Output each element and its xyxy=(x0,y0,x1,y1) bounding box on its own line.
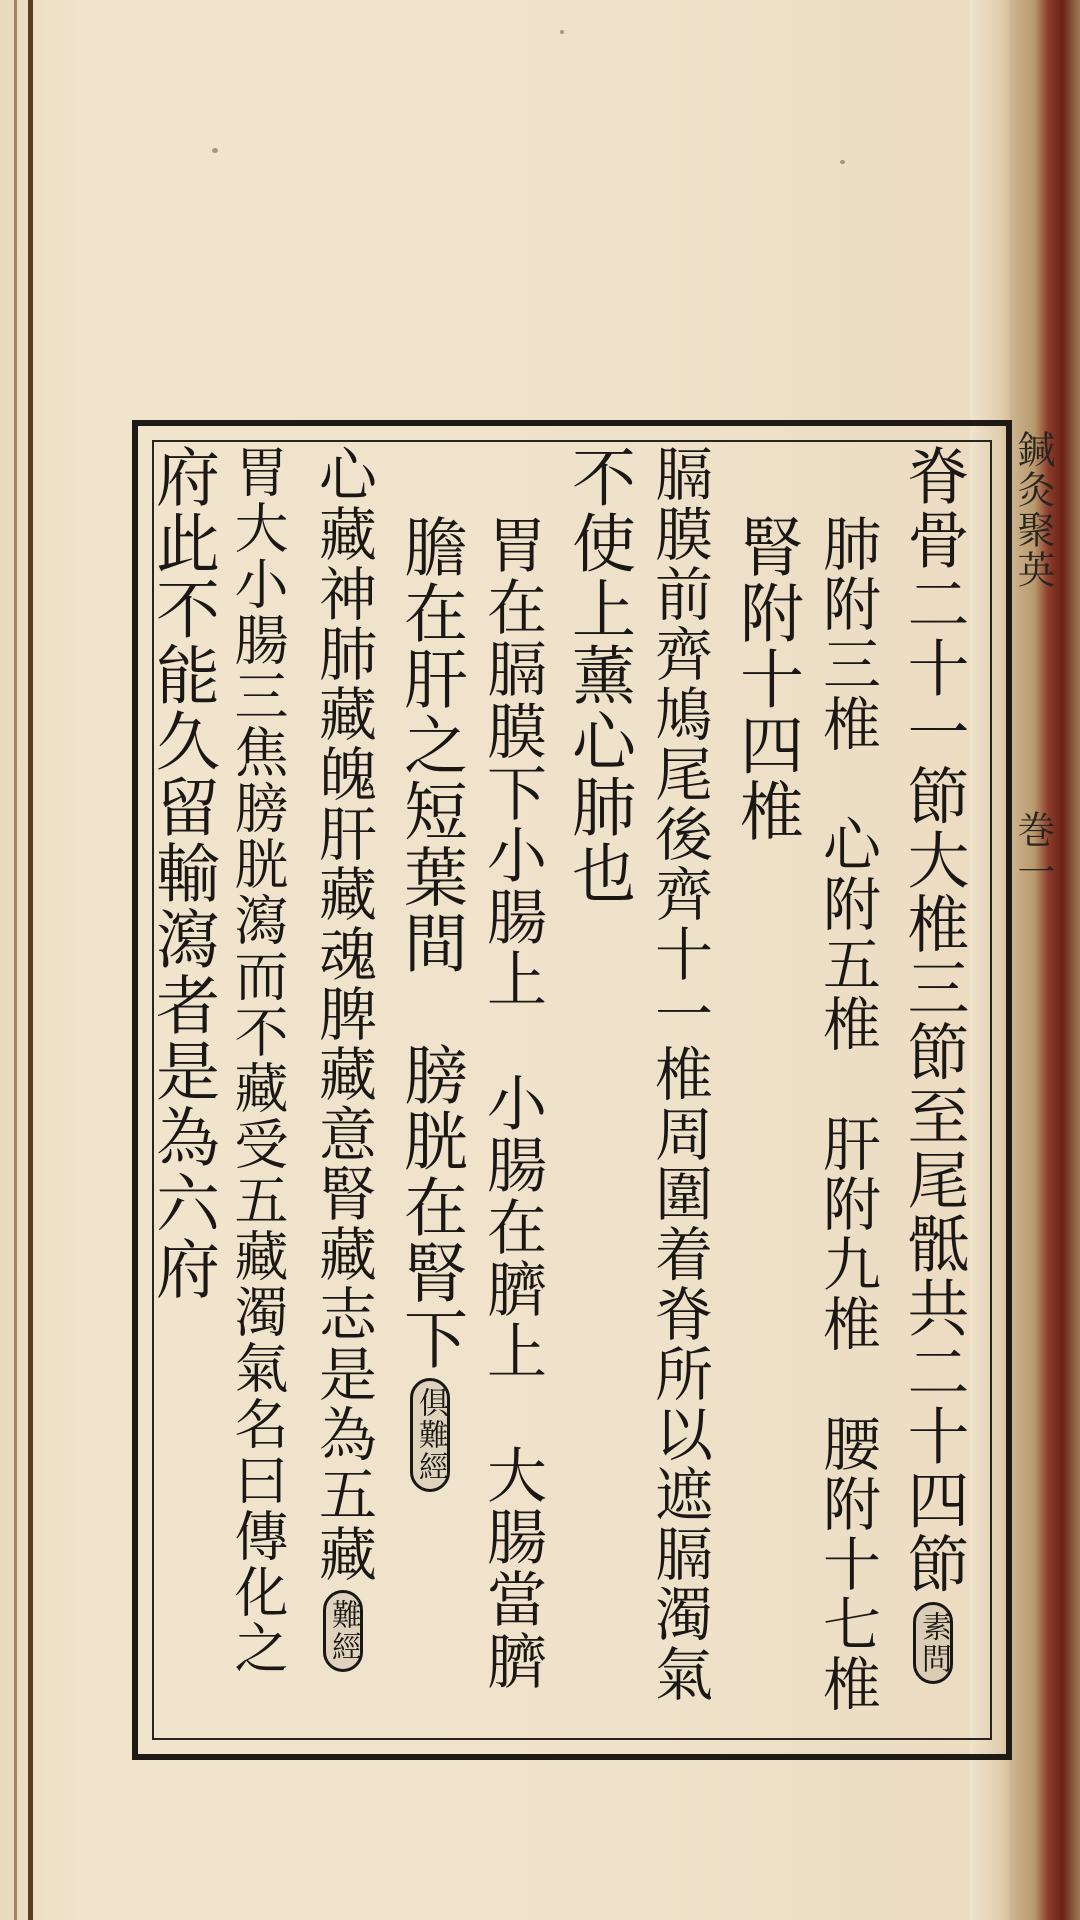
text-column-5 xyxy=(561,444,635,906)
column-text: 脊骨二十一節大椎三節至尾骶共二十四節 xyxy=(897,444,970,1596)
column-text: 心藏神肺藏魄肝藏魂脾藏意腎藏志是為五藏 xyxy=(309,444,377,1584)
text-column-4 xyxy=(645,444,713,1704)
text-column-6 xyxy=(477,514,547,1692)
text-column-1 xyxy=(897,444,970,1690)
left-leaf-edge-dark xyxy=(28,0,33,1920)
column-text: 腎附十四椎 xyxy=(729,514,803,844)
text-column-9 xyxy=(226,444,289,1676)
column-text: 不使上薰心肺也 xyxy=(561,444,635,906)
text-column-7 xyxy=(393,514,467,1498)
text-column-3 xyxy=(729,514,803,844)
text-column-2 xyxy=(813,514,881,1714)
text-column-10 xyxy=(145,444,219,1302)
left-leaf-edge xyxy=(14,0,17,1920)
paper-speck xyxy=(840,160,845,164)
paper-speck xyxy=(560,30,564,34)
source-seal: 難經 xyxy=(323,1590,363,1672)
volume-label: 巻一 xyxy=(1011,810,1055,894)
column-text: 府此不能久留輸瀉者是為六府 xyxy=(145,444,219,1302)
book-spine xyxy=(1010,0,1080,1920)
column-text: 膈膜前齊鳩尾後齊十一椎周圍着脊所以遮膈濁氣 xyxy=(645,444,713,1704)
running-head: 鍼灸聚英 xyxy=(1011,430,1055,590)
column-text: 胃大小腸三焦膀胱瀉而不藏受五藏濁氣名曰傳化之 xyxy=(226,444,289,1676)
column-text: 肺附三椎 心附五椎 肝附九椎 腰附十七椎 xyxy=(813,514,881,1714)
text-frame xyxy=(132,420,1012,1760)
column-text: 胃在膈膜下小腸上 小腸在臍上 大腸當臍 xyxy=(477,514,547,1692)
source-seal: 素問 xyxy=(913,1602,953,1684)
paper-speck xyxy=(212,148,218,153)
text-column-8 xyxy=(309,444,377,1678)
column-text: 膽在肝之短葉間 膀胱在腎下 xyxy=(393,514,467,1372)
source-seal: 俱難經 xyxy=(410,1378,450,1492)
